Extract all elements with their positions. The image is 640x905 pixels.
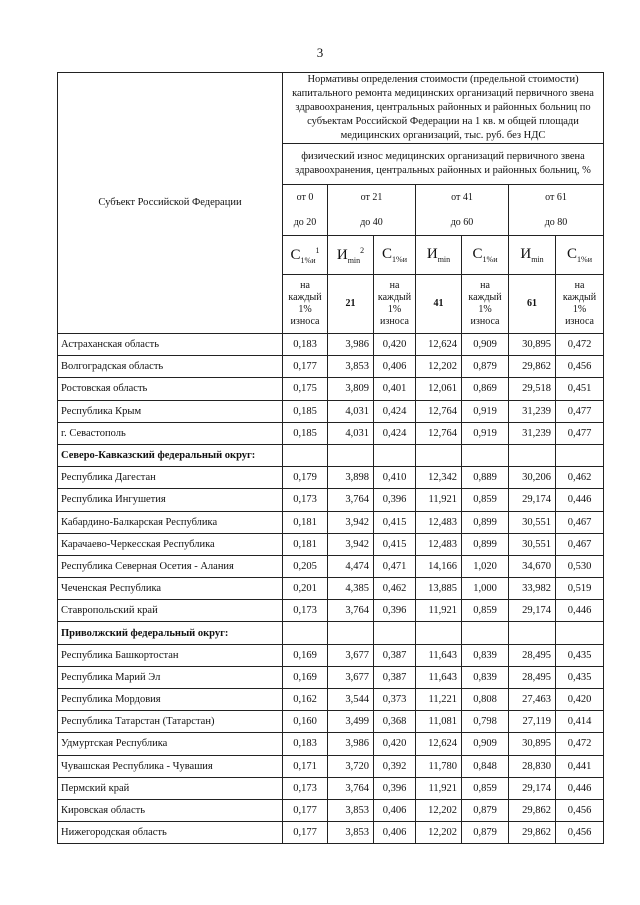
- value-cell: 0,462: [374, 578, 416, 600]
- district-row: [58, 622, 604, 644]
- table-row: [58, 467, 604, 489]
- value-cell: 0,162: [283, 689, 328, 711]
- value-cell: 0,424: [374, 400, 416, 422]
- value-cell: 12,483: [416, 533, 462, 555]
- district-row: [58, 444, 604, 466]
- value-cell: 0,406: [374, 822, 416, 844]
- symbol-c1: $С_{1\%и}$: [462, 236, 509, 275]
- subject-name: Пермский край: [58, 777, 283, 799]
- value-cell: 12,624: [416, 733, 462, 755]
- subject-name: Карачаево-Черкесская Республика: [58, 533, 283, 555]
- value-cell: 12,764: [416, 422, 462, 444]
- value-cell: 3,898: [328, 467, 374, 489]
- value-cell: 0,435: [556, 666, 604, 688]
- value-cell: 0,414: [556, 711, 604, 733]
- value-cell: 0,169: [283, 666, 328, 688]
- range-from: от 61: [545, 192, 567, 203]
- value-cell: 3,986: [328, 334, 374, 356]
- table-row: [58, 689, 604, 711]
- wear-subtitle: физический износ медицинских организаций первичного звена здравоохранения, центральных районных и районных больниц, %: [283, 144, 604, 185]
- value-cell: 1,020: [462, 555, 509, 577]
- value-cell: 34,670: [509, 555, 556, 577]
- value-cell: 28,495: [509, 666, 556, 688]
- value-cell: 29,174: [509, 600, 556, 622]
- symbol-imin: $И_{min}^2$: [328, 236, 374, 275]
- range-to: до 60: [450, 217, 474, 228]
- base-value: 61: [509, 275, 556, 334]
- value-cell: 0,530: [556, 555, 604, 577]
- value-cell: 0,446: [556, 777, 604, 799]
- table-row: [58, 511, 604, 533]
- value-cell: 0,420: [374, 334, 416, 356]
- value-cell: 12,202: [416, 799, 462, 821]
- subject-name: Республика Марий Эл: [58, 666, 283, 688]
- value-cell: 30,551: [509, 533, 556, 555]
- table-row: [58, 533, 604, 555]
- table-row: [58, 777, 604, 799]
- value-cell: 0,177: [283, 356, 328, 378]
- table-row: [58, 600, 604, 622]
- value-cell: 0,175: [283, 378, 328, 400]
- value-cell: 0,869: [462, 378, 509, 400]
- value-cell: 11,643: [416, 644, 462, 666]
- range-from: от 41: [451, 192, 473, 203]
- value-cell: 0,456: [556, 356, 604, 378]
- range-41-60: [416, 185, 509, 236]
- value-cell: 0,451: [556, 378, 604, 400]
- value-cell: 0,462: [556, 467, 604, 489]
- value-cell: 12,483: [416, 511, 462, 533]
- value-cell: 12,624: [416, 334, 462, 356]
- value-cell: 3,499: [328, 711, 374, 733]
- range-to: до 20: [293, 217, 317, 228]
- value-cell: 11,921: [416, 600, 462, 622]
- norms-table: [57, 72, 604, 844]
- subject-name: Республика Башкортостан: [58, 644, 283, 666]
- value-cell: [416, 622, 462, 644]
- value-cell: 3,764: [328, 777, 374, 799]
- value-cell: 11,921: [416, 777, 462, 799]
- value-cell: 0,859: [462, 777, 509, 799]
- value-cell: 3,853: [328, 799, 374, 821]
- value-cell: 11,780: [416, 755, 462, 777]
- value-cell: 31,239: [509, 400, 556, 422]
- value-cell: 0,848: [462, 755, 509, 777]
- value-cell: 3,677: [328, 666, 374, 688]
- value-cell: 0,406: [374, 356, 416, 378]
- value-cell: 0,205: [283, 555, 328, 577]
- subject-name: Астраханская область: [58, 334, 283, 356]
- value-cell: 13,885: [416, 578, 462, 600]
- value-cell: [374, 622, 416, 644]
- subject-name: Республика Ингушетия: [58, 489, 283, 511]
- value-cell: 4,031: [328, 400, 374, 422]
- subject-name: Ростовская область: [58, 378, 283, 400]
- table-row: [58, 733, 604, 755]
- table-main-title: Нормативы определения стоимости (предельной стоимости) капитального ремонта медицинских организаций первичного звена здравоохранения, центральных районных и районных больниц по субъектам Российской Федерации на 1 кв. м общей площади медицинских организаций, тыс. руб. без НДС: [283, 73, 604, 144]
- value-cell: [283, 622, 328, 644]
- value-cell: 0,396: [374, 600, 416, 622]
- value-cell: 0,879: [462, 356, 509, 378]
- value-cell: 0,420: [556, 689, 604, 711]
- value-cell: 0,909: [462, 733, 509, 755]
- value-cell: 0,185: [283, 400, 328, 422]
- value-cell: 3,986: [328, 733, 374, 755]
- value-cell: 28,830: [509, 755, 556, 777]
- value-cell: 0,471: [374, 555, 416, 577]
- value-cell: 0,387: [374, 666, 416, 688]
- value-cell: 4,474: [328, 555, 374, 577]
- value-cell: 0,467: [556, 533, 604, 555]
- value-cell: 0,467: [556, 511, 604, 533]
- value-cell: 0,808: [462, 689, 509, 711]
- subject-name: Республика Татарстан (Татарстан): [58, 711, 283, 733]
- subject-name: Удмуртская Республика: [58, 733, 283, 755]
- value-cell: 3,544: [328, 689, 374, 711]
- value-cell: 0,181: [283, 533, 328, 555]
- table-row: [58, 422, 604, 444]
- value-cell: 0,160: [283, 711, 328, 733]
- table-row: [58, 400, 604, 422]
- value-cell: 0,441: [556, 755, 604, 777]
- value-cell: 30,206: [509, 467, 556, 489]
- subject-name: Чувашская Республика - Чувашия: [58, 755, 283, 777]
- value-cell: 0,879: [462, 799, 509, 821]
- value-cell: 0,396: [374, 489, 416, 511]
- value-cell: 0,859: [462, 600, 509, 622]
- value-cell: 11,921: [416, 489, 462, 511]
- value-cell: 0,169: [283, 644, 328, 666]
- value-cell: 3,942: [328, 533, 374, 555]
- symbol-c1: $С_{1\%и}$: [374, 236, 416, 275]
- value-cell: 29,862: [509, 799, 556, 821]
- value-cell: 0,179: [283, 467, 328, 489]
- value-cell: 3,942: [328, 511, 374, 533]
- value-cell: 0,368: [374, 711, 416, 733]
- symbol-c1: $С_{1\%и}$: [556, 236, 604, 275]
- value-cell: 11,643: [416, 666, 462, 688]
- value-cell: [328, 444, 374, 466]
- subject-name: Кировская область: [58, 799, 283, 821]
- table-row: [58, 799, 604, 821]
- value-cell: 29,518: [509, 378, 556, 400]
- value-cell: 0,415: [374, 533, 416, 555]
- value-cell: 0,839: [462, 666, 509, 688]
- value-cell: 30,895: [509, 733, 556, 755]
- value-cell: 12,764: [416, 400, 462, 422]
- table-row: [58, 334, 604, 356]
- value-cell: 0,183: [283, 334, 328, 356]
- table-row: [58, 711, 604, 733]
- value-cell: 0,177: [283, 822, 328, 844]
- range-from: от 21: [360, 192, 383, 203]
- base-value: 41: [416, 275, 462, 334]
- value-cell: 1,000: [462, 578, 509, 600]
- range-to: до 80: [544, 217, 568, 228]
- symbol-imin: $И_{min}$: [509, 236, 556, 275]
- value-cell: 11,081: [416, 711, 462, 733]
- value-cell: 12,202: [416, 356, 462, 378]
- value-cell: 0,456: [556, 799, 604, 821]
- table-row: [58, 578, 604, 600]
- value-cell: 0,173: [283, 600, 328, 622]
- value-cell: 0,446: [556, 489, 604, 511]
- value-cell: 0,387: [374, 644, 416, 666]
- value-cell: 33,982: [509, 578, 556, 600]
- value-cell: 0,173: [283, 777, 328, 799]
- value-cell: [556, 622, 604, 644]
- district-name: Северо-Кавказский федеральный округ:: [58, 444, 283, 466]
- value-cell: 0,177: [283, 799, 328, 821]
- value-cell: 0,456: [556, 822, 604, 844]
- value-cell: 3,853: [328, 356, 374, 378]
- value-cell: 0,401: [374, 378, 416, 400]
- subject-name: Ставропольский край: [58, 600, 283, 622]
- table-row: [58, 489, 604, 511]
- per-percent-label: на каждый 1% износа: [283, 275, 328, 334]
- value-cell: 3,677: [328, 644, 374, 666]
- range-0-20: [283, 185, 328, 236]
- value-cell: 29,862: [509, 822, 556, 844]
- value-cell: 28,495: [509, 644, 556, 666]
- value-cell: 0,392: [374, 755, 416, 777]
- table-row: [58, 755, 604, 777]
- value-cell: 0,879: [462, 822, 509, 844]
- value-cell: 0,472: [556, 334, 604, 356]
- value-cell: 0,201: [283, 578, 328, 600]
- range-21-40: [328, 185, 416, 236]
- value-cell: 3,809: [328, 378, 374, 400]
- value-cell: [462, 622, 509, 644]
- value-cell: 29,174: [509, 777, 556, 799]
- subject-name: Республика Мордовия: [58, 689, 283, 711]
- subject-name: Волгоградская область: [58, 356, 283, 378]
- value-cell: 0,859: [462, 489, 509, 511]
- value-cell: 12,061: [416, 378, 462, 400]
- value-cell: [374, 444, 416, 466]
- subject-column-header: Субъект Российской Федерации: [58, 73, 283, 334]
- subject-name: Чеченская Республика: [58, 578, 283, 600]
- per-percent-label: на каждый 1% износа: [374, 275, 416, 334]
- range-61-80: [509, 185, 604, 236]
- value-cell: 30,895: [509, 334, 556, 356]
- value-cell: 0,424: [374, 422, 416, 444]
- value-cell: 0,396: [374, 777, 416, 799]
- value-cell: 0,477: [556, 400, 604, 422]
- value-cell: 0,185: [283, 422, 328, 444]
- value-cell: 11,221: [416, 689, 462, 711]
- value-cell: 0,446: [556, 600, 604, 622]
- value-cell: 0,173: [283, 489, 328, 511]
- subject-name: Республика Дагестан: [58, 467, 283, 489]
- value-cell: 0,899: [462, 511, 509, 533]
- value-cell: [462, 444, 509, 466]
- value-cell: 4,031: [328, 422, 374, 444]
- value-cell: 0,435: [556, 644, 604, 666]
- value-cell: 0,181: [283, 511, 328, 533]
- value-cell: [328, 622, 374, 644]
- value-cell: 0,183: [283, 733, 328, 755]
- value-cell: [416, 444, 462, 466]
- value-cell: 29,862: [509, 356, 556, 378]
- value-cell: 30,551: [509, 511, 556, 533]
- table-row: [58, 356, 604, 378]
- symbol-c1: $С_{1\%и}^1$: [283, 236, 328, 275]
- value-cell: [509, 622, 556, 644]
- value-cell: 3,764: [328, 489, 374, 511]
- table-row: [58, 666, 604, 688]
- value-cell: 0,798: [462, 711, 509, 733]
- value-cell: 0,472: [556, 733, 604, 755]
- value-cell: 3,720: [328, 755, 374, 777]
- value-cell: 3,764: [328, 600, 374, 622]
- value-cell: 14,166: [416, 555, 462, 577]
- subject-name: Нижегородская область: [58, 822, 283, 844]
- per-percent-label: на каждый 1% износа: [556, 275, 604, 334]
- table-body: [58, 334, 604, 844]
- value-cell: 0,909: [462, 334, 509, 356]
- value-cell: 27,463: [509, 689, 556, 711]
- base-value: 21: [328, 275, 374, 334]
- table-row: [58, 822, 604, 844]
- value-cell: 0,889: [462, 467, 509, 489]
- value-cell: 0,410: [374, 467, 416, 489]
- value-cell: 12,342: [416, 467, 462, 489]
- value-cell: 27,119: [509, 711, 556, 733]
- value-cell: 0,420: [374, 733, 416, 755]
- range-from: от 0: [296, 192, 314, 203]
- table-row: [58, 378, 604, 400]
- value-cell: 3,853: [328, 822, 374, 844]
- table-row: [58, 644, 604, 666]
- value-cell: [283, 444, 328, 466]
- value-cell: 0,406: [374, 799, 416, 821]
- value-cell: 0,373: [374, 689, 416, 711]
- table-row: [58, 555, 604, 577]
- value-cell: 4,385: [328, 578, 374, 600]
- value-cell: 0,415: [374, 511, 416, 533]
- value-cell: 0,919: [462, 400, 509, 422]
- value-cell: 29,174: [509, 489, 556, 511]
- value-cell: 0,839: [462, 644, 509, 666]
- value-cell: [509, 444, 556, 466]
- subject-name: Республика Крым: [58, 400, 283, 422]
- range-to: до 40: [360, 217, 383, 228]
- value-cell: 0,171: [283, 755, 328, 777]
- per-percent-label: на каждый 1% износа: [462, 275, 509, 334]
- value-cell: 0,919: [462, 422, 509, 444]
- value-cell: 31,239: [509, 422, 556, 444]
- value-cell: 0,477: [556, 422, 604, 444]
- value-cell: [556, 444, 604, 466]
- page-number: 3: [316, 45, 324, 60]
- district-name: Приволжский федеральный округ:: [58, 622, 283, 644]
- value-cell: 0,899: [462, 533, 509, 555]
- value-cell: 0,519: [556, 578, 604, 600]
- subject-name: Кабардино-Балкарская Республика: [58, 511, 283, 533]
- subject-name: г. Севастополь: [58, 422, 283, 444]
- symbol-imin: $И_{min}$: [416, 236, 462, 275]
- value-cell: 12,202: [416, 822, 462, 844]
- subject-name: Республика Северная Осетия - Алания: [58, 555, 283, 577]
